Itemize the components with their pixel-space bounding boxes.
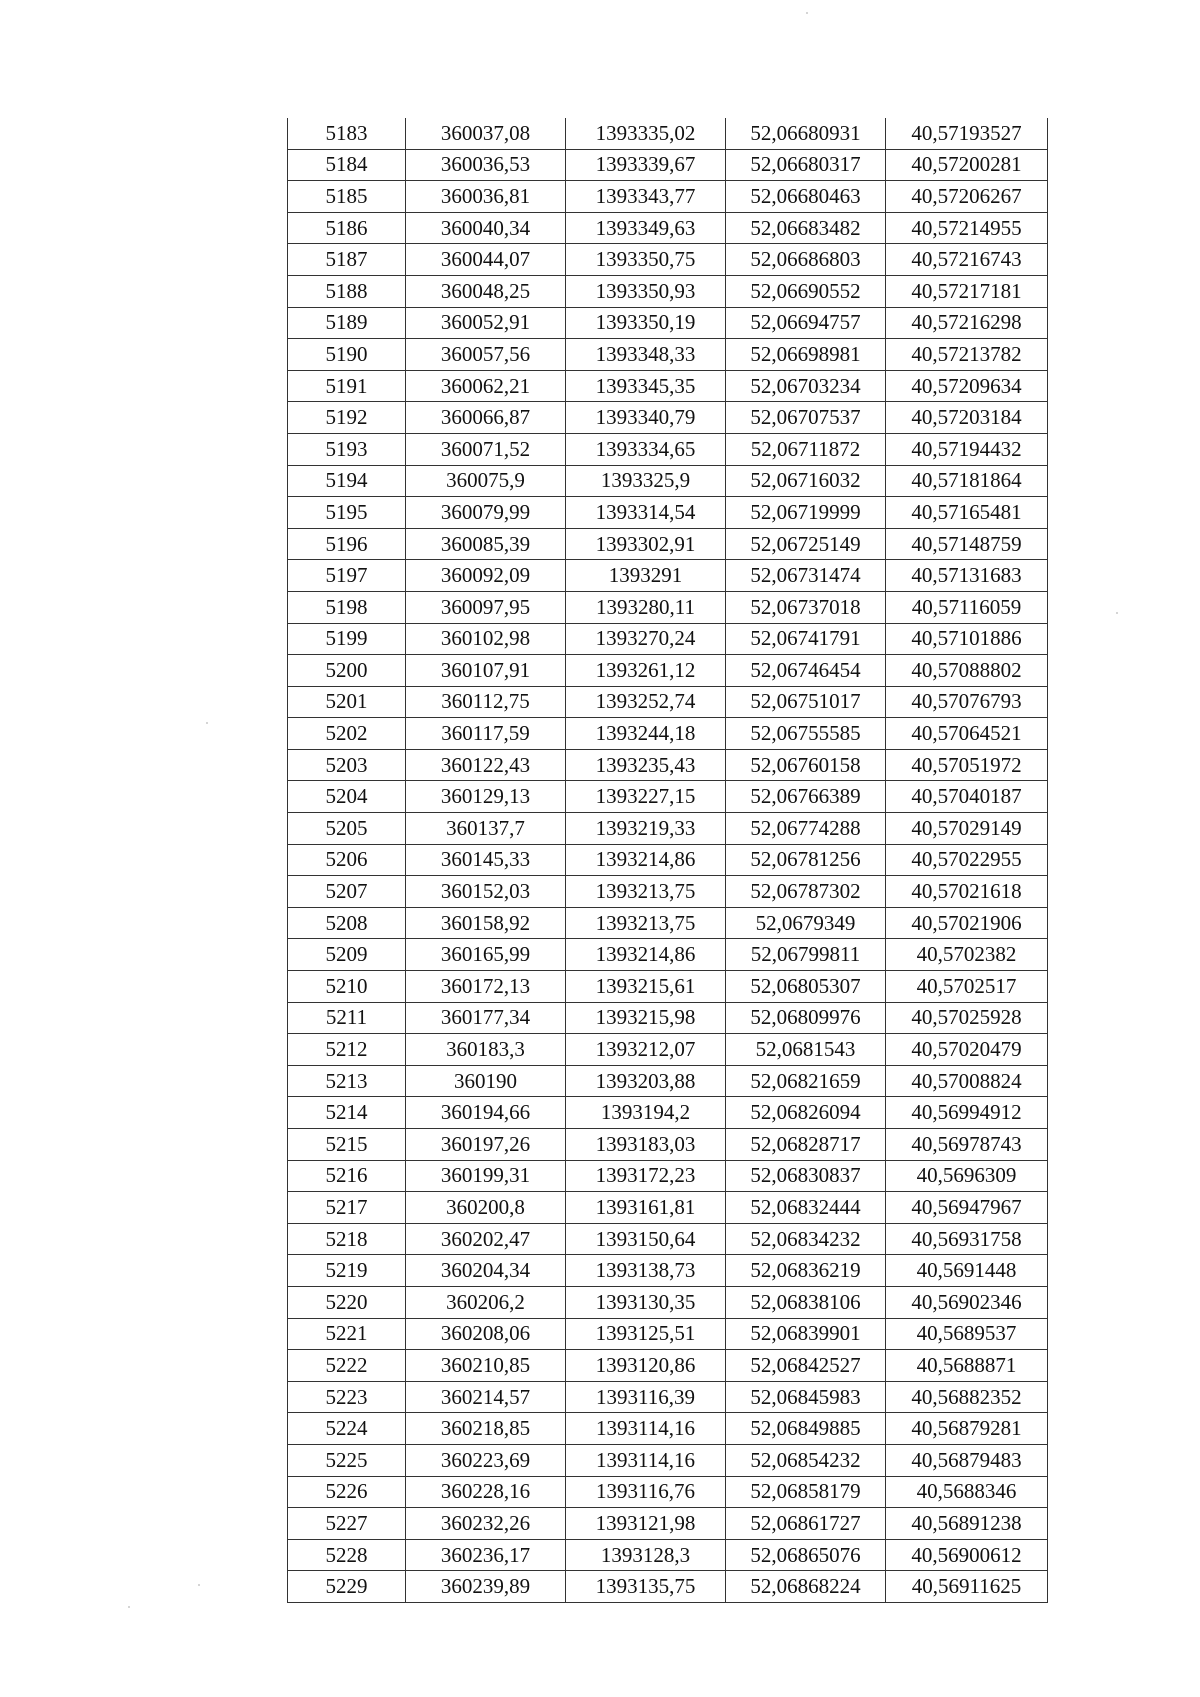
y-coordinate-cell: 1393116,39 bbox=[566, 1381, 726, 1413]
longitude-cell: 40,57131683 bbox=[886, 560, 1048, 592]
point-number-cell: 5214 bbox=[288, 1097, 406, 1129]
x-coordinate-cell: 360190 bbox=[406, 1065, 566, 1097]
y-coordinate-cell: 1393161,81 bbox=[566, 1192, 726, 1224]
y-coordinate-cell: 1393270,24 bbox=[566, 623, 726, 655]
latitude-cell: 52,06766389 bbox=[726, 781, 886, 813]
longitude-cell: 40,56931758 bbox=[886, 1223, 1048, 1255]
x-coordinate-cell: 360112,75 bbox=[406, 686, 566, 718]
table-row bbox=[288, 402, 1048, 434]
table-row bbox=[288, 1444, 1048, 1476]
longitude-cell: 40,57101886 bbox=[886, 623, 1048, 655]
x-coordinate-cell: 360232,26 bbox=[406, 1508, 566, 1540]
latitude-cell: 52,06849885 bbox=[726, 1413, 886, 1445]
latitude-cell: 52,06787302 bbox=[726, 876, 886, 908]
point-number-cell: 5225 bbox=[288, 1444, 406, 1476]
point-number-cell: 5189 bbox=[288, 307, 406, 339]
table-row bbox=[288, 181, 1048, 213]
y-coordinate-cell: 1393350,75 bbox=[566, 244, 726, 276]
longitude-cell: 40,5688346 bbox=[886, 1476, 1048, 1508]
y-coordinate-cell: 1393291 bbox=[566, 560, 726, 592]
latitude-cell: 52,06805307 bbox=[726, 971, 886, 1003]
x-coordinate-cell: 360199,31 bbox=[406, 1160, 566, 1192]
y-coordinate-cell: 1393345,35 bbox=[566, 370, 726, 402]
longitude-cell: 40,5702517 bbox=[886, 971, 1048, 1003]
y-coordinate-cell: 1393334,65 bbox=[566, 433, 726, 465]
table-row bbox=[288, 149, 1048, 181]
latitude-cell: 52,06842527 bbox=[726, 1350, 886, 1382]
latitude-cell: 52,06680931 bbox=[726, 118, 886, 149]
table-row bbox=[288, 1097, 1048, 1129]
longitude-cell: 40,57021906 bbox=[886, 907, 1048, 939]
latitude-cell: 52,06707537 bbox=[726, 402, 886, 434]
y-coordinate-cell: 1393219,33 bbox=[566, 813, 726, 845]
longitude-cell: 40,57193527 bbox=[886, 118, 1048, 149]
latitude-cell: 52,06703234 bbox=[726, 370, 886, 402]
longitude-cell: 40,56947967 bbox=[886, 1192, 1048, 1224]
coordinates-table bbox=[287, 118, 1048, 1603]
coordinates-table-body bbox=[288, 118, 1048, 1602]
y-coordinate-cell: 1393215,98 bbox=[566, 1002, 726, 1034]
y-coordinate-cell: 1393183,03 bbox=[566, 1129, 726, 1161]
longitude-cell: 40,57116059 bbox=[886, 591, 1048, 623]
latitude-cell: 52,06828717 bbox=[726, 1129, 886, 1161]
y-coordinate-cell: 1393114,16 bbox=[566, 1444, 726, 1476]
table-row bbox=[288, 876, 1048, 908]
latitude-cell: 52,06716032 bbox=[726, 465, 886, 497]
y-coordinate-cell: 1393349,63 bbox=[566, 212, 726, 244]
table-row bbox=[288, 1571, 1048, 1603]
point-number-cell: 5229 bbox=[288, 1571, 406, 1603]
point-number-cell: 5187 bbox=[288, 244, 406, 276]
y-coordinate-cell: 1393340,79 bbox=[566, 402, 726, 434]
point-number-cell: 5227 bbox=[288, 1508, 406, 1540]
x-coordinate-cell: 360122,43 bbox=[406, 749, 566, 781]
point-number-cell: 5194 bbox=[288, 465, 406, 497]
table-row bbox=[288, 1002, 1048, 1034]
scan-speck bbox=[198, 1584, 200, 1586]
longitude-cell: 40,56902346 bbox=[886, 1286, 1048, 1318]
latitude-cell: 52,06861727 bbox=[726, 1508, 886, 1540]
table-row bbox=[288, 1065, 1048, 1097]
x-coordinate-cell: 360117,59 bbox=[406, 718, 566, 750]
latitude-cell: 52,06832444 bbox=[726, 1192, 886, 1224]
y-coordinate-cell: 1393120,86 bbox=[566, 1350, 726, 1382]
y-coordinate-cell: 1393339,67 bbox=[566, 149, 726, 181]
point-number-cell: 5218 bbox=[288, 1223, 406, 1255]
longitude-cell: 40,57213782 bbox=[886, 339, 1048, 371]
y-coordinate-cell: 1393325,9 bbox=[566, 465, 726, 497]
y-coordinate-cell: 1393172,23 bbox=[566, 1160, 726, 1192]
table-row bbox=[288, 623, 1048, 655]
longitude-cell: 40,57088802 bbox=[886, 655, 1048, 687]
table-row bbox=[288, 813, 1048, 845]
longitude-cell: 40,56879483 bbox=[886, 1444, 1048, 1476]
x-coordinate-cell: 360057,56 bbox=[406, 339, 566, 371]
table-row bbox=[288, 655, 1048, 687]
table-row bbox=[288, 212, 1048, 244]
point-number-cell: 5220 bbox=[288, 1286, 406, 1318]
latitude-cell: 52,06755585 bbox=[726, 718, 886, 750]
y-coordinate-cell: 1393214,86 bbox=[566, 939, 726, 971]
x-coordinate-cell: 360177,34 bbox=[406, 1002, 566, 1034]
x-coordinate-cell: 360200,8 bbox=[406, 1192, 566, 1224]
y-coordinate-cell: 1393212,07 bbox=[566, 1034, 726, 1066]
point-number-cell: 5208 bbox=[288, 907, 406, 939]
longitude-cell: 40,57209634 bbox=[886, 370, 1048, 402]
y-coordinate-cell: 1393227,15 bbox=[566, 781, 726, 813]
y-coordinate-cell: 1393350,93 bbox=[566, 275, 726, 307]
table-row bbox=[288, 1255, 1048, 1287]
latitude-cell: 52,06698981 bbox=[726, 339, 886, 371]
table-row bbox=[288, 370, 1048, 402]
x-coordinate-cell: 360183,3 bbox=[406, 1034, 566, 1066]
latitude-cell: 52,06868224 bbox=[726, 1571, 886, 1603]
point-number-cell: 5222 bbox=[288, 1350, 406, 1382]
x-coordinate-cell: 360044,07 bbox=[406, 244, 566, 276]
latitude-cell: 52,06799811 bbox=[726, 939, 886, 971]
longitude-cell: 40,57200281 bbox=[886, 149, 1048, 181]
table-row bbox=[288, 465, 1048, 497]
scan-speck bbox=[128, 1606, 130, 1608]
longitude-cell: 40,57165481 bbox=[886, 497, 1048, 529]
x-coordinate-cell: 360071,52 bbox=[406, 433, 566, 465]
point-number-cell: 5200 bbox=[288, 655, 406, 687]
longitude-cell: 40,56879281 bbox=[886, 1413, 1048, 1445]
longitude-cell: 40,5689537 bbox=[886, 1318, 1048, 1350]
longitude-cell: 40,57206267 bbox=[886, 181, 1048, 213]
point-number-cell: 5206 bbox=[288, 844, 406, 876]
point-number-cell: 5192 bbox=[288, 402, 406, 434]
latitude-cell: 52,06821659 bbox=[726, 1065, 886, 1097]
point-number-cell: 5216 bbox=[288, 1160, 406, 1192]
point-number-cell: 5211 bbox=[288, 1002, 406, 1034]
latitude-cell: 52,06686803 bbox=[726, 244, 886, 276]
table-row bbox=[288, 591, 1048, 623]
longitude-cell: 40,57076793 bbox=[886, 686, 1048, 718]
y-coordinate-cell: 1393350,19 bbox=[566, 307, 726, 339]
longitude-cell: 40,57203184 bbox=[886, 402, 1048, 434]
table-row bbox=[288, 339, 1048, 371]
y-coordinate-cell: 1393235,43 bbox=[566, 749, 726, 781]
point-number-cell: 5215 bbox=[288, 1129, 406, 1161]
table-row bbox=[288, 907, 1048, 939]
scan-speck bbox=[806, 12, 808, 14]
x-coordinate-cell: 360208,06 bbox=[406, 1318, 566, 1350]
latitude-cell: 52,06774288 bbox=[726, 813, 886, 845]
point-number-cell: 5184 bbox=[288, 149, 406, 181]
table-row bbox=[288, 307, 1048, 339]
point-number-cell: 5202 bbox=[288, 718, 406, 750]
table-row bbox=[288, 1160, 1048, 1192]
longitude-cell: 40,56911625 bbox=[886, 1571, 1048, 1603]
table-row bbox=[288, 1034, 1048, 1066]
longitude-cell: 40,57148759 bbox=[886, 528, 1048, 560]
point-number-cell: 5201 bbox=[288, 686, 406, 718]
scan-speck bbox=[1116, 612, 1118, 614]
x-coordinate-cell: 360062,21 bbox=[406, 370, 566, 402]
table-row bbox=[288, 244, 1048, 276]
longitude-cell: 40,57216298 bbox=[886, 307, 1048, 339]
x-coordinate-cell: 360079,99 bbox=[406, 497, 566, 529]
table-row bbox=[288, 1318, 1048, 1350]
y-coordinate-cell: 1393244,18 bbox=[566, 718, 726, 750]
table-row bbox=[288, 1350, 1048, 1382]
latitude-cell: 52,06725149 bbox=[726, 528, 886, 560]
point-number-cell: 5209 bbox=[288, 939, 406, 971]
y-coordinate-cell: 1393150,64 bbox=[566, 1223, 726, 1255]
x-coordinate-cell: 360210,85 bbox=[406, 1350, 566, 1382]
point-number-cell: 5185 bbox=[288, 181, 406, 213]
y-coordinate-cell: 1393213,75 bbox=[566, 907, 726, 939]
longitude-cell: 40,56882352 bbox=[886, 1381, 1048, 1413]
table-row bbox=[288, 1539, 1048, 1571]
point-number-cell: 5210 bbox=[288, 971, 406, 1003]
longitude-cell: 40,57216743 bbox=[886, 244, 1048, 276]
table-row bbox=[288, 686, 1048, 718]
latitude-cell: 52,06746454 bbox=[726, 655, 886, 687]
x-coordinate-cell: 360075,9 bbox=[406, 465, 566, 497]
latitude-cell: 52,06839901 bbox=[726, 1318, 886, 1350]
table-row bbox=[288, 1223, 1048, 1255]
y-coordinate-cell: 1393138,73 bbox=[566, 1255, 726, 1287]
point-number-cell: 5205 bbox=[288, 813, 406, 845]
x-coordinate-cell: 360052,91 bbox=[406, 307, 566, 339]
point-number-cell: 5183 bbox=[288, 118, 406, 149]
y-coordinate-cell: 1393261,12 bbox=[566, 655, 726, 687]
longitude-cell: 40,57214955 bbox=[886, 212, 1048, 244]
latitude-cell: 52,06834232 bbox=[726, 1223, 886, 1255]
x-coordinate-cell: 360228,16 bbox=[406, 1476, 566, 1508]
latitude-cell: 52,06781256 bbox=[726, 844, 886, 876]
x-coordinate-cell: 360145,33 bbox=[406, 844, 566, 876]
latitude-cell: 52,06865076 bbox=[726, 1539, 886, 1571]
table-row bbox=[288, 749, 1048, 781]
latitude-cell: 52,06683482 bbox=[726, 212, 886, 244]
x-coordinate-cell: 360236,17 bbox=[406, 1539, 566, 1571]
table-row bbox=[288, 1381, 1048, 1413]
y-coordinate-cell: 1393214,86 bbox=[566, 844, 726, 876]
point-number-cell: 5221 bbox=[288, 1318, 406, 1350]
table-row bbox=[288, 497, 1048, 529]
latitude-cell: 52,06809976 bbox=[726, 1002, 886, 1034]
x-coordinate-cell: 360137,7 bbox=[406, 813, 566, 845]
longitude-cell: 40,57064521 bbox=[886, 718, 1048, 750]
x-coordinate-cell: 360239,89 bbox=[406, 1571, 566, 1603]
longitude-cell: 40,57040187 bbox=[886, 781, 1048, 813]
x-coordinate-cell: 360202,47 bbox=[406, 1223, 566, 1255]
x-coordinate-cell: 360214,57 bbox=[406, 1381, 566, 1413]
table-row bbox=[288, 1508, 1048, 1540]
x-coordinate-cell: 360036,53 bbox=[406, 149, 566, 181]
point-number-cell: 5186 bbox=[288, 212, 406, 244]
x-coordinate-cell: 360194,66 bbox=[406, 1097, 566, 1129]
point-number-cell: 5199 bbox=[288, 623, 406, 655]
point-number-cell: 5193 bbox=[288, 433, 406, 465]
x-coordinate-cell: 360152,03 bbox=[406, 876, 566, 908]
point-number-cell: 5226 bbox=[288, 1476, 406, 1508]
longitude-cell: 40,57029149 bbox=[886, 813, 1048, 845]
y-coordinate-cell: 1393130,35 bbox=[566, 1286, 726, 1318]
y-coordinate-cell: 1393302,91 bbox=[566, 528, 726, 560]
longitude-cell: 40,5688871 bbox=[886, 1350, 1048, 1382]
point-number-cell: 5191 bbox=[288, 370, 406, 402]
table-row bbox=[288, 118, 1048, 149]
x-coordinate-cell: 360165,99 bbox=[406, 939, 566, 971]
longitude-cell: 40,57025928 bbox=[886, 1002, 1048, 1034]
longitude-cell: 40,56891238 bbox=[886, 1508, 1048, 1540]
table-row bbox=[288, 1129, 1048, 1161]
longitude-cell: 40,56978743 bbox=[886, 1129, 1048, 1161]
y-coordinate-cell: 1393194,2 bbox=[566, 1097, 726, 1129]
point-number-cell: 5188 bbox=[288, 275, 406, 307]
table-row bbox=[288, 1286, 1048, 1318]
y-coordinate-cell: 1393203,88 bbox=[566, 1065, 726, 1097]
point-number-cell: 5204 bbox=[288, 781, 406, 813]
x-coordinate-cell: 360172,13 bbox=[406, 971, 566, 1003]
table-row bbox=[288, 939, 1048, 971]
x-coordinate-cell: 360129,13 bbox=[406, 781, 566, 813]
latitude-cell: 52,06830837 bbox=[726, 1160, 886, 1192]
latitude-cell: 52,06854232 bbox=[726, 1444, 886, 1476]
table-row bbox=[288, 1192, 1048, 1224]
latitude-cell: 52,06731474 bbox=[726, 560, 886, 592]
y-coordinate-cell: 1393125,51 bbox=[566, 1318, 726, 1350]
y-coordinate-cell: 1393335,02 bbox=[566, 118, 726, 149]
latitude-cell: 52,06760158 bbox=[726, 749, 886, 781]
point-number-cell: 5195 bbox=[288, 497, 406, 529]
table-row bbox=[288, 528, 1048, 560]
latitude-cell: 52,06845983 bbox=[726, 1381, 886, 1413]
longitude-cell: 40,57217181 bbox=[886, 275, 1048, 307]
longitude-cell: 40,57022955 bbox=[886, 844, 1048, 876]
table-row bbox=[288, 1413, 1048, 1445]
y-coordinate-cell: 1393116,76 bbox=[566, 1476, 726, 1508]
latitude-cell: 52,06680463 bbox=[726, 181, 886, 213]
latitude-cell: 52,06858179 bbox=[726, 1476, 886, 1508]
y-coordinate-cell: 1393128,3 bbox=[566, 1539, 726, 1571]
x-coordinate-cell: 360092,09 bbox=[406, 560, 566, 592]
latitude-cell: 52,06690552 bbox=[726, 275, 886, 307]
point-number-cell: 5198 bbox=[288, 591, 406, 623]
longitude-cell: 40,57020479 bbox=[886, 1034, 1048, 1066]
y-coordinate-cell: 1393252,74 bbox=[566, 686, 726, 718]
y-coordinate-cell: 1393135,75 bbox=[566, 1571, 726, 1603]
y-coordinate-cell: 1393213,75 bbox=[566, 876, 726, 908]
table-row bbox=[288, 971, 1048, 1003]
longitude-cell: 40,5702382 bbox=[886, 939, 1048, 971]
longitude-cell: 40,56900612 bbox=[886, 1539, 1048, 1571]
table-row bbox=[288, 433, 1048, 465]
x-coordinate-cell: 360102,98 bbox=[406, 623, 566, 655]
y-coordinate-cell: 1393121,98 bbox=[566, 1508, 726, 1540]
x-coordinate-cell: 360097,95 bbox=[406, 591, 566, 623]
longitude-cell: 40,5696309 bbox=[886, 1160, 1048, 1192]
point-number-cell: 5224 bbox=[288, 1413, 406, 1445]
y-coordinate-cell: 1393343,77 bbox=[566, 181, 726, 213]
y-coordinate-cell: 1393280,11 bbox=[566, 591, 726, 623]
table-row bbox=[288, 275, 1048, 307]
longitude-cell: 40,57021618 bbox=[886, 876, 1048, 908]
point-number-cell: 5196 bbox=[288, 528, 406, 560]
table-row bbox=[288, 560, 1048, 592]
latitude-cell: 52,0681543 bbox=[726, 1034, 886, 1066]
latitude-cell: 52,0679349 bbox=[726, 907, 886, 939]
latitude-cell: 52,06751017 bbox=[726, 686, 886, 718]
x-coordinate-cell: 360048,25 bbox=[406, 275, 566, 307]
latitude-cell: 52,06741791 bbox=[726, 623, 886, 655]
x-coordinate-cell: 360158,92 bbox=[406, 907, 566, 939]
latitude-cell: 52,06826094 bbox=[726, 1097, 886, 1129]
x-coordinate-cell: 360040,34 bbox=[406, 212, 566, 244]
point-number-cell: 5212 bbox=[288, 1034, 406, 1066]
latitude-cell: 52,06719999 bbox=[726, 497, 886, 529]
point-number-cell: 5217 bbox=[288, 1192, 406, 1224]
point-number-cell: 5190 bbox=[288, 339, 406, 371]
y-coordinate-cell: 1393348,33 bbox=[566, 339, 726, 371]
latitude-cell: 52,06838106 bbox=[726, 1286, 886, 1318]
table-row bbox=[288, 718, 1048, 750]
table-row bbox=[288, 1476, 1048, 1508]
x-coordinate-cell: 360107,91 bbox=[406, 655, 566, 687]
table-row bbox=[288, 781, 1048, 813]
point-number-cell: 5197 bbox=[288, 560, 406, 592]
latitude-cell: 52,06737018 bbox=[726, 591, 886, 623]
latitude-cell: 52,06694757 bbox=[726, 307, 886, 339]
point-number-cell: 5213 bbox=[288, 1065, 406, 1097]
x-coordinate-cell: 360206,2 bbox=[406, 1286, 566, 1318]
x-coordinate-cell: 360197,26 bbox=[406, 1129, 566, 1161]
x-coordinate-cell: 360085,39 bbox=[406, 528, 566, 560]
latitude-cell: 52,06711872 bbox=[726, 433, 886, 465]
point-number-cell: 5207 bbox=[288, 876, 406, 908]
y-coordinate-cell: 1393314,54 bbox=[566, 497, 726, 529]
scan-speck bbox=[206, 722, 208, 724]
point-number-cell: 5219 bbox=[288, 1255, 406, 1287]
point-number-cell: 5203 bbox=[288, 749, 406, 781]
table-row bbox=[288, 844, 1048, 876]
x-coordinate-cell: 360218,85 bbox=[406, 1413, 566, 1445]
x-coordinate-cell: 360223,69 bbox=[406, 1444, 566, 1476]
longitude-cell: 40,5691448 bbox=[886, 1255, 1048, 1287]
latitude-cell: 52,06680317 bbox=[726, 149, 886, 181]
x-coordinate-cell: 360204,34 bbox=[406, 1255, 566, 1287]
longitude-cell: 40,56994912 bbox=[886, 1097, 1048, 1129]
x-coordinate-cell: 360036,81 bbox=[406, 181, 566, 213]
longitude-cell: 40,57008824 bbox=[886, 1065, 1048, 1097]
point-number-cell: 5228 bbox=[288, 1539, 406, 1571]
point-number-cell: 5223 bbox=[288, 1381, 406, 1413]
longitude-cell: 40,57194432 bbox=[886, 433, 1048, 465]
x-coordinate-cell: 360037,08 bbox=[406, 118, 566, 149]
latitude-cell: 52,06836219 bbox=[726, 1255, 886, 1287]
longitude-cell: 40,57051972 bbox=[886, 749, 1048, 781]
longitude-cell: 40,57181864 bbox=[886, 465, 1048, 497]
x-coordinate-cell: 360066,87 bbox=[406, 402, 566, 434]
y-coordinate-cell: 1393215,61 bbox=[566, 971, 726, 1003]
y-coordinate-cell: 1393114,16 bbox=[566, 1413, 726, 1445]
